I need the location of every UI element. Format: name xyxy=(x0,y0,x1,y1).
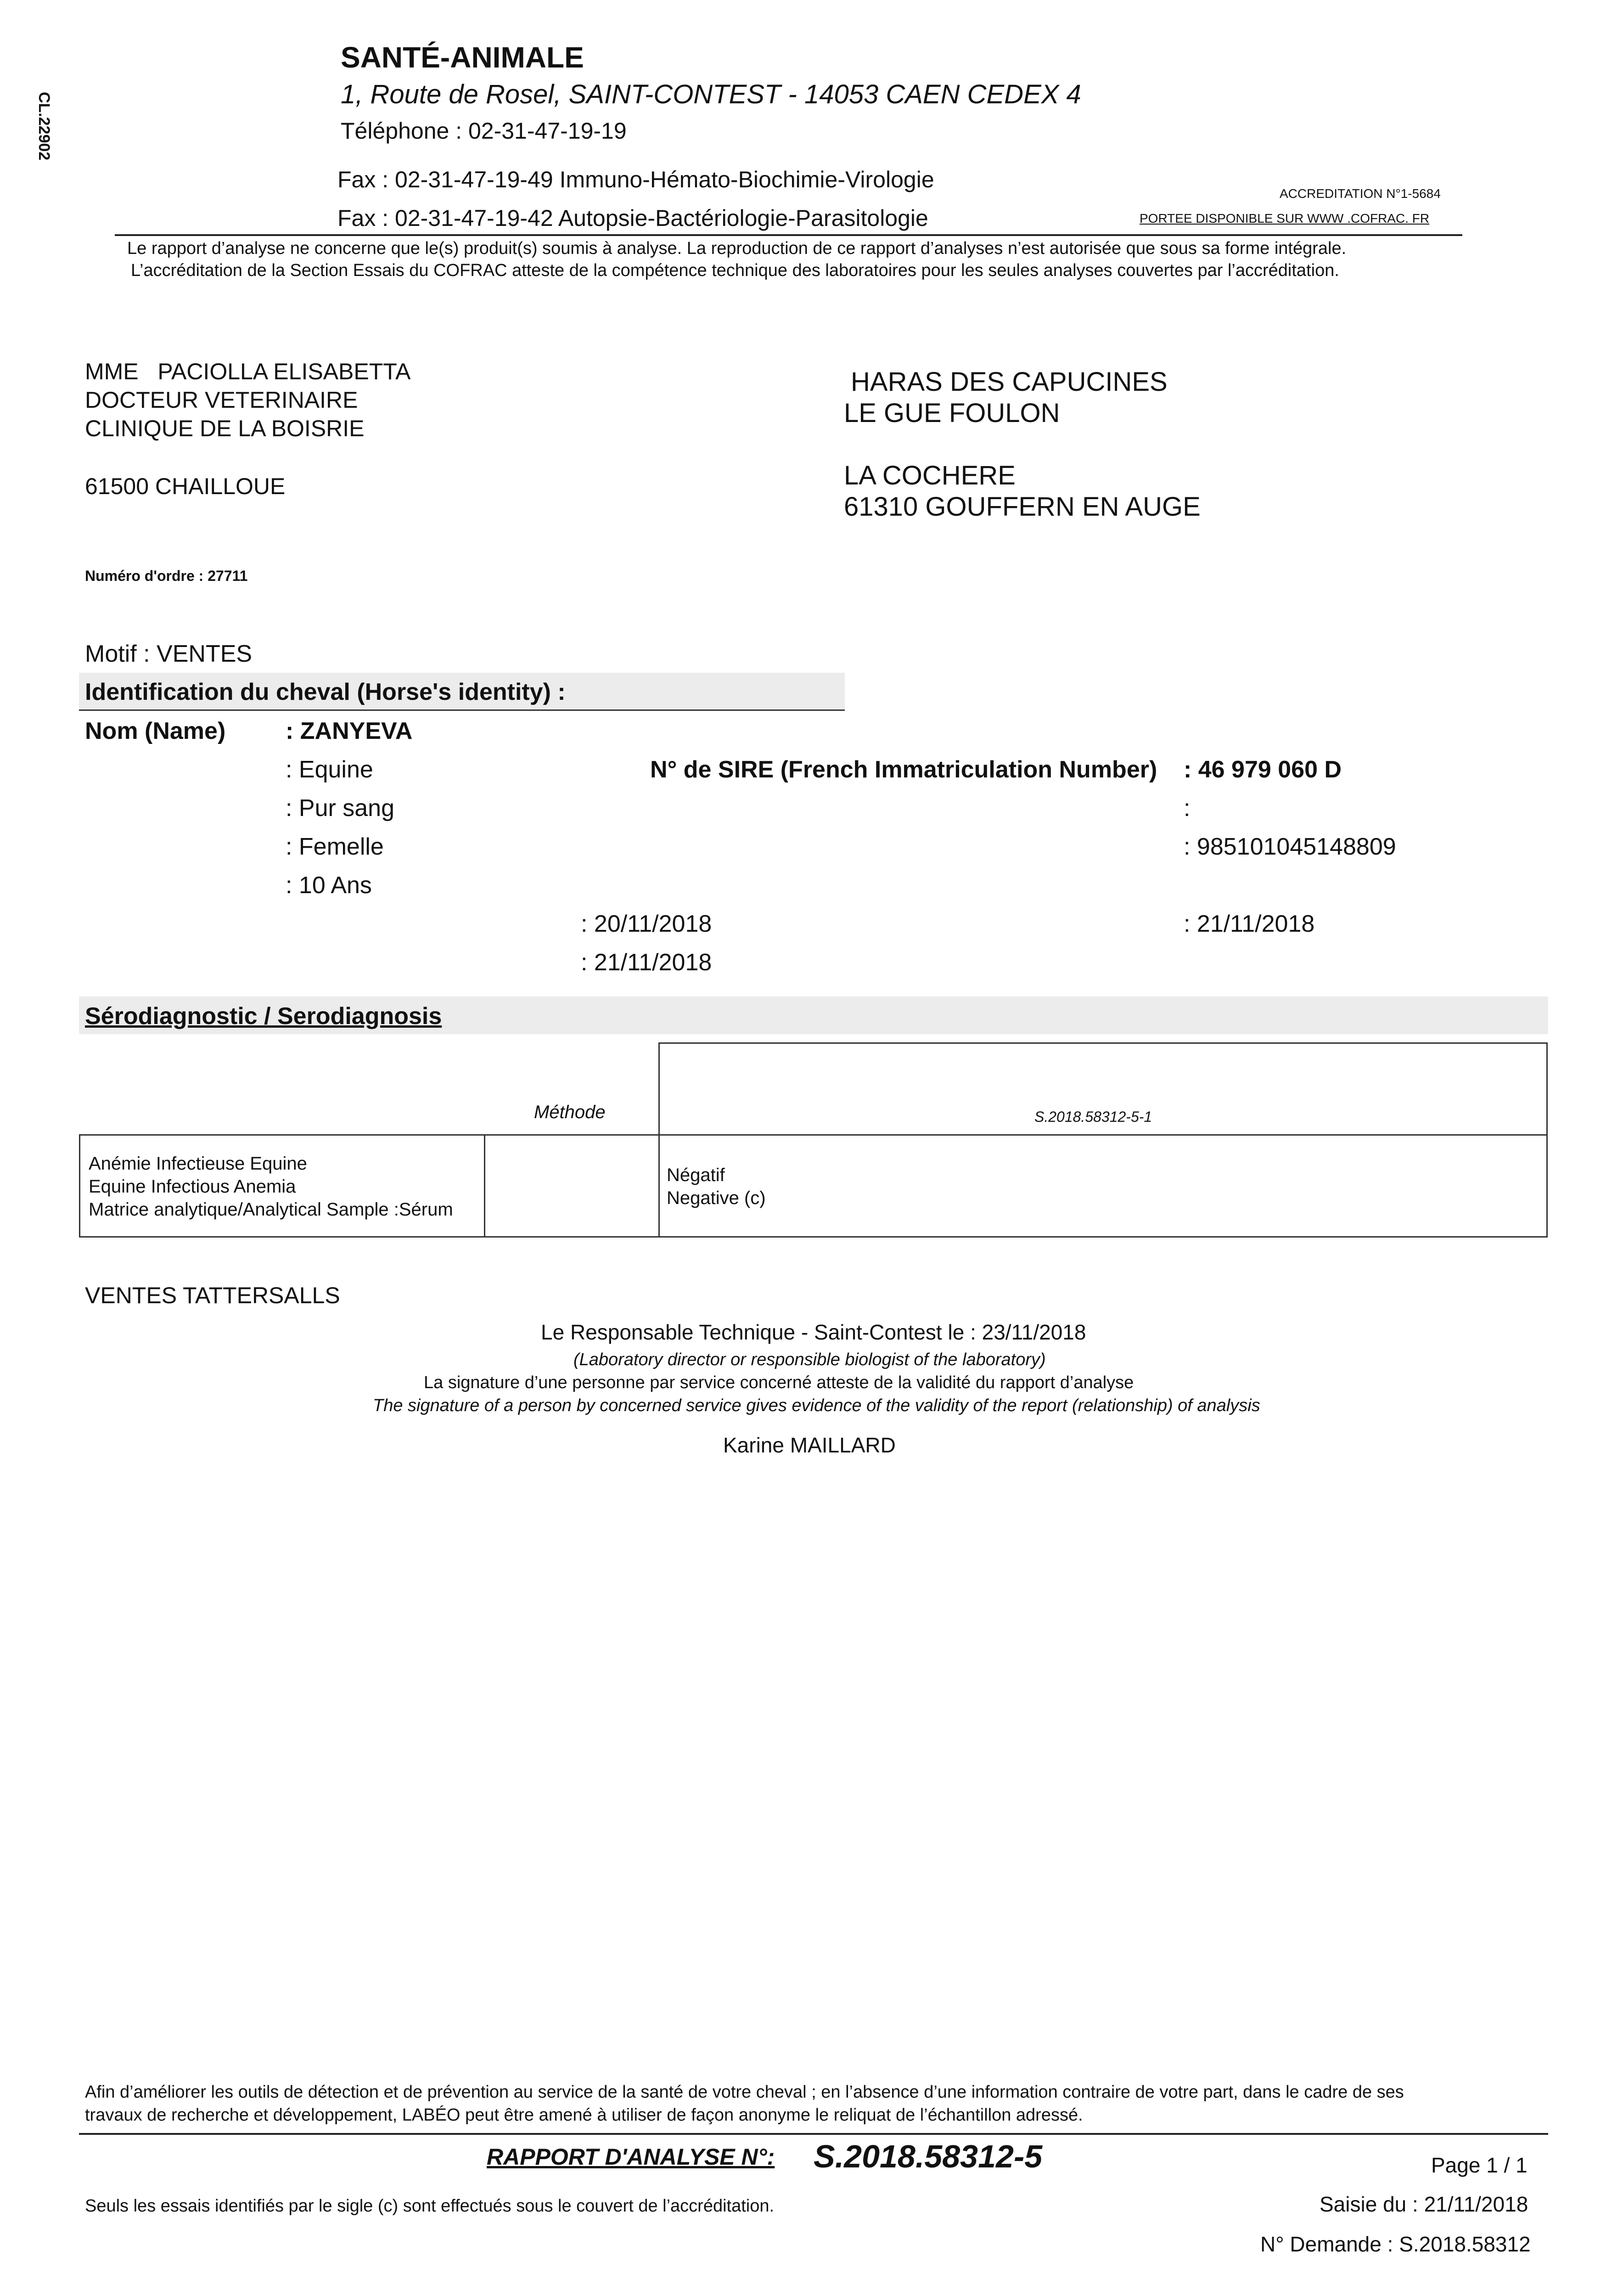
lab-name: SANTÉ-ANIMALE xyxy=(341,41,584,74)
page-indicator: Page 1 / 1 xyxy=(1431,2153,1528,2177)
owner-city: 61310 GOUFFERN EN AUGE xyxy=(844,492,1201,522)
recipient-city: 61500 CHAILLOUE xyxy=(85,473,286,499)
sample-id: S.2018.58312-5-1 xyxy=(1034,1109,1152,1125)
horse-species: : Equine xyxy=(286,756,373,783)
motif: Motif : VENTES xyxy=(85,641,253,667)
entry-date: Saisie du : 21/11/2018 xyxy=(1320,2192,1528,2216)
name-label: Nom (Name) xyxy=(85,718,226,744)
horse-date-1: : 20/11/2018 xyxy=(581,911,712,937)
recipient-clinic: CLINIQUE DE LA BOISRIE xyxy=(85,416,365,441)
cofrac-scope-link[interactable]: PORTEE DISPONIBLE SUR WWW .COFRAC. FR xyxy=(1140,211,1430,225)
result-fr: Négatif xyxy=(667,1165,725,1185)
lab-address: 1, Route de Rosel, SAINT-CONTEST - 14053 CAEN CEDEX 4 xyxy=(341,79,1081,109)
recipient-title: DOCTEUR VETERINAIRE xyxy=(85,387,358,413)
header-divider xyxy=(115,234,1462,236)
accreditation-footnote: Seuls les essais identifiés par le sigle (c) sont effectués sous le couvert de l’accréditation. xyxy=(85,2196,775,2216)
footer-notice-2: travaux de recherche et développement, LABÉO peut être amené à utiliser de façon anonyme le reliquat de l’échantillon adressé. xyxy=(85,2105,1083,2125)
results-col-divider-1 xyxy=(484,1134,485,1238)
sire-number: : 46 979 060 D xyxy=(1184,756,1342,783)
lab-fax-1: Fax : 02-31-47-19-49 Immuno-Hémato-Biochimie-Virologie xyxy=(337,167,934,192)
report-number: S.2018.58312-5 xyxy=(814,2138,1043,2174)
analysis-matrix: Matrice analytique/Analytical Sample :Sérum xyxy=(89,1199,453,1220)
lab-phone: Téléphone : 02-31-47-19-19 xyxy=(341,118,627,144)
recipient-name: MME PACIOLLA ELISABETTA xyxy=(85,359,411,384)
identification-heading: Identification du cheval (Horse's identity) : xyxy=(85,679,566,705)
analysis-name-fr: Anémie Infectieuse Equine xyxy=(89,1154,307,1174)
signature-statement-en: The signature of a person by concerned service gives evidence of the validity of the report (relationship) of analysis xyxy=(373,1396,1260,1415)
analysis-name-en: Equine Infectious Anemia xyxy=(89,1176,296,1197)
identification-header-rule xyxy=(79,709,845,711)
owner-address-2: LA COCHERE xyxy=(844,461,1016,490)
serodiagnosis-heading: Sérodiagnostic / Serodiagnosis xyxy=(85,1003,442,1030)
owner-name: HARAS DES CAPUCINES xyxy=(851,367,1168,397)
footer-divider xyxy=(79,2133,1548,2135)
horse-sex: : Femelle xyxy=(286,833,384,860)
signature-statement-fr: La signature d’une personne par service concerné atteste de la validité du rapport d’analyse xyxy=(424,1373,1134,1392)
footer-notice-1: Afin d’améliorer les outils de détection et de prévention au service de la santé de votre cheval ; en l’absence d’une information contraire de votre part, dans le cadre de ses xyxy=(85,2082,1404,2102)
method-label: Méthode xyxy=(534,1102,606,1122)
results-table xyxy=(79,1134,1548,1238)
report-disclaimer-2: L’accréditation de la Section Essais du COFRAC atteste de la compétence technique des laboratoires pour les seules analyses couvertes par l’accréditation. xyxy=(131,261,1339,280)
report-label: RAPPORT D'ANALYSE N°: xyxy=(487,2144,775,2170)
responsible-technical: Le Responsable Technique - Saint-Contest le : 23/11/2018 xyxy=(541,1320,1086,1344)
signer-name: Karine MAILLARD xyxy=(723,1433,896,1457)
owner-address-1: LE GUE FOULON xyxy=(844,398,1060,428)
horse-date-2: : 21/11/2018 xyxy=(581,949,712,976)
results-col-divider-2 xyxy=(658,1134,660,1238)
report-disclaimer-1: Le rapport d’analyse ne concerne que le(s) produit(s) soumis à analyse. La reproduction de ce rapport d’analyses n’est autorisée que sous sa forme intégrale. xyxy=(127,239,1347,258)
transponder-number: : 985101045148809 xyxy=(1184,833,1396,860)
request-number: N° Demande : S.2018.58312 xyxy=(1260,2232,1531,2256)
horse-name: : ZANYEVA xyxy=(286,718,413,744)
horse-breed: : Pur sang xyxy=(286,795,395,822)
accreditation-number: ACCREDITATION N°1-5684 xyxy=(1280,186,1441,201)
lab-director-note: (Laboratory director or responsible biologist of the laboratory) xyxy=(573,1350,1046,1369)
result-en: Negative (c) xyxy=(667,1188,766,1208)
order-number: Numéro d'ordre : 27711 xyxy=(85,568,248,584)
blank-field-colon: : xyxy=(1184,795,1191,822)
horse-age: : 10 Ans xyxy=(286,872,372,899)
side-code: CL.22902 xyxy=(35,92,53,161)
sire-label: N° de SIRE (French Immatriculation Number) xyxy=(650,756,1157,783)
right-date: : 21/11/2018 xyxy=(1184,911,1315,937)
sale-note: VENTES TATTERSALLS xyxy=(85,1283,340,1308)
lab-fax-2: Fax : 02-31-47-19-42 Autopsie-Bactériologie-Parasitologie xyxy=(337,205,928,231)
